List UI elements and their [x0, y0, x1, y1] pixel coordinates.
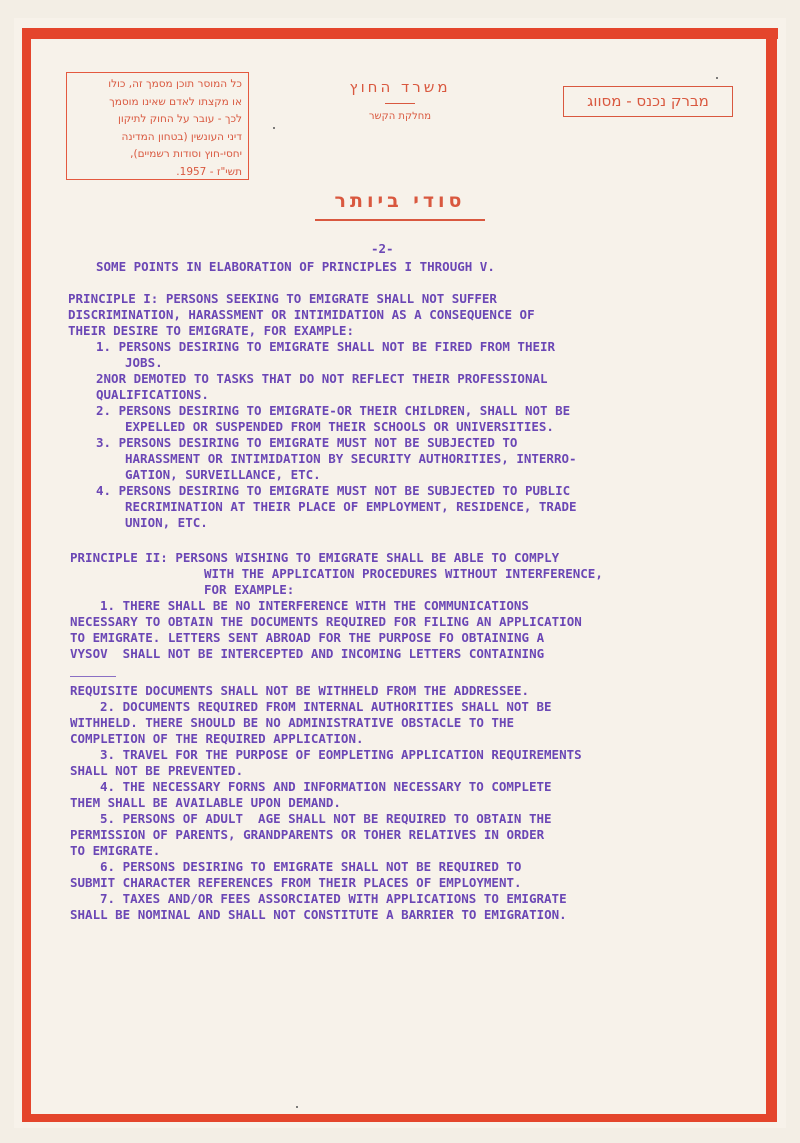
- text-line: QUALIFICATIONS.: [96, 387, 209, 402]
- text-line: SUBMIT CHARACTER REFERENCES FROM THEIR PLACES OF EMPLOYMENT.: [70, 875, 522, 890]
- notice-line: תשי"ז - 1957.: [176, 165, 242, 178]
- text-line: 2. DOCUMENTS REQUIRED FROM INTERNAL AUTHORITIES SHALL NOT BE: [100, 699, 552, 714]
- text-line: 7. TAXES AND/OR FEES ASSORCIATED WITH APPLICATIONS TO EMIGRATE: [100, 891, 567, 906]
- text-line: THEIR DESIRE TO EMIGRATE, FOR EXAMPLE:: [68, 323, 354, 338]
- text-line: 4. PERSONS DESIRING TO EMIGRATE MUST NOT BE SUBJECTED TO PUBLIC: [96, 483, 571, 498]
- text-line: DISCRIMINATION, HARASSMENT OR INTIMIDATION AS A CONSEQUENCE OF: [68, 307, 535, 322]
- text-line: 1. PERSONS DESIRING TO EMIGRATE SHALL NOT BE FIRED FROM THEIR: [96, 339, 556, 354]
- text-line: WITH THE APPLICATION PROCEDURES WITHOUT INTERFERENCE,: [204, 566, 603, 581]
- notice-line: או מקצתו לאדם שאינו מוסמך: [109, 95, 242, 108]
- text-line: PRINCIPLE II: PERSONS WISHING TO EMIGRATE SHALL BE ABLE TO COMPLY: [70, 550, 560, 565]
- text-line: PERMISSION OF PARENTS, GRANDPARENTS OR TOHER RELATIVES IN ORDER: [70, 827, 545, 842]
- text-line: WITHHELD. THERE SHOULD BE NO ADMINISTRATIVE OBSTACLE TO THE: [70, 715, 515, 730]
- text-line: COMPLETION OF THE REQUIRED APPLICATION.: [70, 731, 364, 746]
- text-line: 2NOR DEMOTED TO TASKS THAT DO NOT REFLECT THEIR PROFESSIONAL: [96, 371, 548, 386]
- telegram-stamp: מברק נכנס - מסווג: [563, 86, 733, 117]
- notice-line: יחסי-חוץ וסודות רשמיים),: [130, 148, 242, 160]
- text-line: FOR EXAMPLE:: [204, 582, 295, 597]
- text-line: 4. THE NECESSARY FORNS AND INFORMATION NECESSARY TO COMPLETE: [100, 779, 552, 794]
- text-line: 6. PERSONS DESIRING TO EMIGRATE SHALL NOT BE REQUIRED TO: [100, 859, 522, 874]
- text-line: THEM SHALL BE AVAILABLE UPON DEMAND.: [70, 795, 341, 810]
- text-line: 1. THERE SHALL BE NO INTERFERENCE WITH THE COMMUNICATIONS: [100, 598, 529, 613]
- text-line: SHALL NOT BE PREVENTED.: [70, 763, 244, 778]
- document-heading: SOME POINTS IN ELABORATION OF PRINCIPLES I THROUGH V.: [96, 259, 495, 274]
- text-line: GATION, SURVEILLANCE, ETC.: [125, 467, 321, 482]
- text-line: 3. PERSONS DESIRING TO EMIGRATE MUST NOT BE SUBJECTED TO: [96, 435, 518, 450]
- classification-title: סודי ביותר: [334, 190, 466, 212]
- notice-line: דיני העונשין (בטחון המדינה: [121, 130, 242, 143]
- ministry-name: משרד החוץ: [349, 78, 451, 96]
- notice-line: לכך - עובר על החוק לתיקון: [117, 113, 242, 125]
- text-line: EXPELLED OR SUSPENDED FROM THEIR SCHOOLS OR UNIVERSITIES.: [125, 419, 554, 434]
- text-line: 5. PERSONS OF ADULT AGE SHALL NOT BE REQUIRED TO OBTAIN THE: [100, 811, 552, 826]
- text-line: 2. PERSONS DESIRING TO EMIGRATE-OR THEIR CHILDREN, SHALL NOT BE: [96, 403, 571, 418]
- text-line: HARASSMENT OR INTIMIDATION BY SECURITY AUTHORITIES, INTERRO-: [125, 451, 577, 466]
- text-line: NECESSARY TO OBTAIN THE DOCUMENTS REQUIRED FOR FILING AN APPLICATION: [70, 614, 582, 629]
- text-line: UNION, ETC.: [125, 515, 208, 530]
- text-line: RECRIMINATION AT THEIR PLACE OF EMPLOYMENT, RESIDENCE, TRADE: [125, 499, 577, 514]
- text-line: JOBS.: [125, 355, 163, 370]
- text-line: TO EMIGRATE.: [70, 843, 161, 858]
- text-line: VYSOV SHALL NOT BE INTERCEPTED AND INCOMING LETTERS CONTAINING: [70, 646, 545, 661]
- text-line: SHALL BE NOMINAL AND SHALL NOT CONSTITUTE A BARRIER TO EMIGRATION.: [70, 907, 567, 922]
- handwritten-dash: [70, 676, 116, 677]
- text-line: TO EMIGRATE. LETTERS SENT ABROAD FOR THE PURPOSE FO OBTAINING A: [70, 630, 545, 645]
- text-line: REQUISITE DOCUMENTS SHALL NOT BE WITHHELD FROM THE ADDRESSEE.: [70, 683, 530, 698]
- department-name: מחלקת הקשר: [368, 111, 432, 122]
- text-line: 3. TRAVEL FOR THE PURPOSE OF EOMPLETING APPLICATION REQUIREMENTS: [100, 747, 582, 762]
- page-number: -2-: [371, 241, 394, 256]
- notice-line: כל המוסר תוכן מסמך זה, כולו: [108, 78, 242, 90]
- text-line: PRINCIPLE I: PERSONS SEEKING TO EMIGRATE SHALL NOT SUFFER: [68, 291, 497, 306]
